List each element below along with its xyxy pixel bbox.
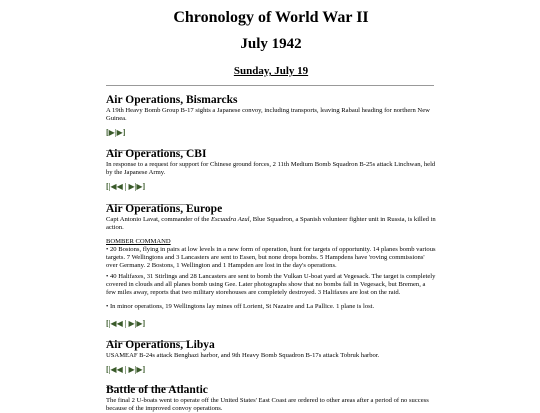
- section-air-ops-europe: [106, 203, 436, 347]
- section-nav: [106, 319, 436, 329]
- divider: [106, 85, 434, 86]
- section-heading: Air Operations, CBI: [106, 148, 207, 160]
- section-paragraph: In response to a request for support for Chinese ground forces, 2 11th Medium Bomb Squadron B-25s attack Linchwan, held by the Japanese Army.: [106, 161, 436, 176]
- next-nav-button[interactable]: [▶|▶]: [106, 128, 126, 137]
- prev-next-nav-button[interactable]: [|◀◀ | ▶|▶]: [106, 182, 146, 191]
- section-intro: [106, 216, 436, 232]
- section-paragraph: The final 2 U-boats went to operate off the United States' East Coast are ordered to other areas after a period of no success because of the improved convoy operations.: [106, 397, 429, 412]
- section-battle-of-atlantic: [106, 384, 436, 413]
- section-paragraph: A 19th Heavy Bomb Group B-17 sights a Japanese convoy, including transports, leaving Rabaul heading for northern New Guinea.: [106, 107, 430, 122]
- section-heading: Air Operations, Libya: [106, 339, 215, 351]
- section-heading: Air Operations, Bismarcks: [106, 94, 238, 106]
- section-heading: Air Operations, Europe: [106, 203, 223, 215]
- page-title: Chronology of World War II: [173, 9, 369, 26]
- intro-text-after: , Blue Squadron, a Spanish volunteer fighter unit in Russia, is killed in action.: [106, 216, 436, 231]
- section-nav: [106, 365, 436, 375]
- section-heading: Battle of the Atlantic: [106, 384, 208, 396]
- section-nav: [106, 182, 436, 192]
- month-title: July 1942: [240, 36, 302, 52]
- bomber-command-link[interactable]: BOMBER COMMAND: [106, 238, 171, 245]
- section-nav: [106, 128, 436, 138]
- prev-next-nav-button[interactable]: [|◀◀ | ▶|▶]: [106, 319, 146, 328]
- section-paragraph: • 40 Halifaxes, 31 Stirlings and 28 Lancasters are sent to bomb the Vulkan U-boat yard at Vegesack. The target is completely covered in clouds and all planes bomb using Gee. Later photographs show that no bombs fall in Vegesack, but Bremen, a few miles away, reports that two military storehouses are completely destroyed. 3 Halifaxes are lost on the raid.: [106, 273, 436, 296]
- intro-text-em: Escuadra Azul: [210, 216, 250, 223]
- prev-next-nav-button[interactable]: [|◀◀ | ▶|▶]: [106, 365, 146, 374]
- section-paragraph: USAMEAF B-24s attack Benghazi harbor, and 9th Heavy Bomb Squadron B-17s attack Tobruk harbor.: [106, 352, 380, 359]
- section-paragraph: • 20 Bostons, flying in pairs at low levels in a new form of operation, hunt for targets of opportunity. 14 planes bomb various targets. 7 Wellingtons and 3 Lancasters are sent to Essen, but none drops bombs. 5 Hampdens have 'roving commissions' over Germany. 2 Bostons, 1 Wellington and 1 Hampden are lost in the day's operations.: [106, 246, 436, 269]
- section-air-ops-cbi: [106, 148, 436, 210]
- intro-text-before: Capt Antonio Lavat, commander of the: [106, 216, 211, 223]
- section-air-ops-bismarcks: [106, 94, 436, 156]
- section-paragraph: • In minor operations, 19 Wellingtons lay mines off Lorient, St Nazaire and La Pallice. 1 plane is lost.: [106, 303, 375, 310]
- day-heading: Sunday, July 19: [233, 65, 309, 77]
